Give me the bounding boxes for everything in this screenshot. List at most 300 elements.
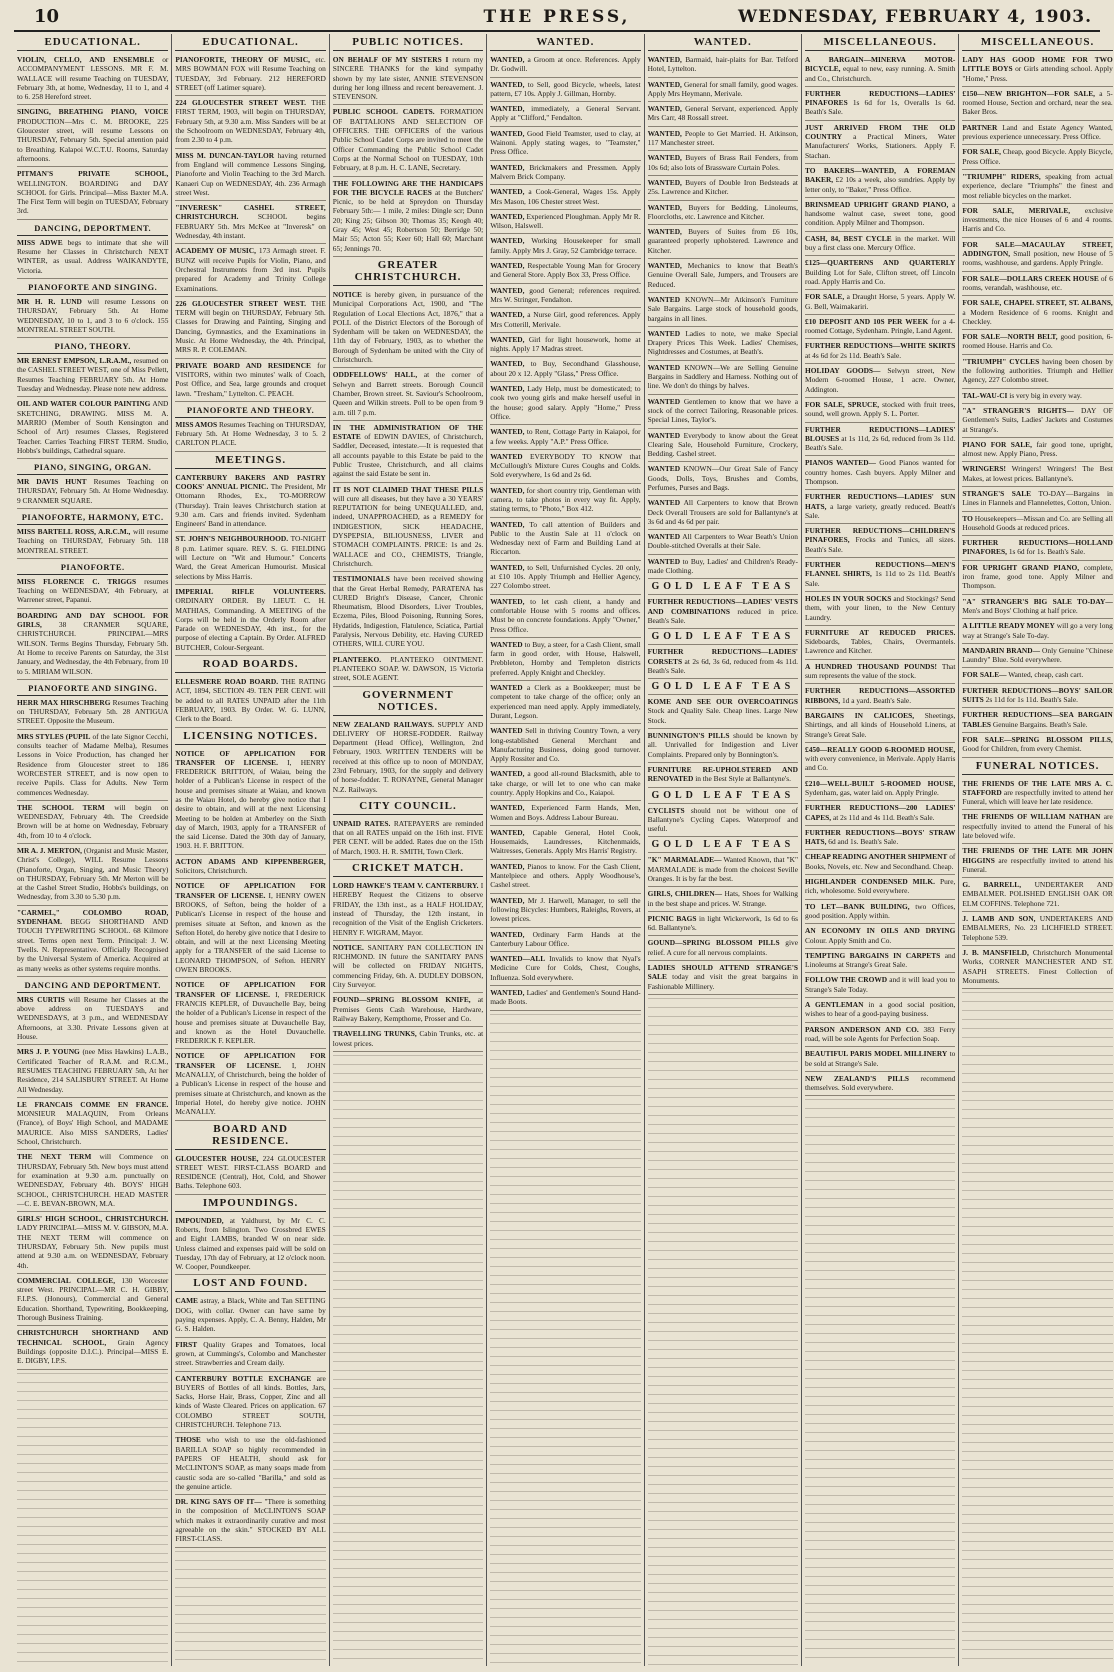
advert-body: or ACCOMPANYMENT LESSONS. MR F. M. WALLACE will resume Teaching on TUESDAY, February 3th, at home, Wednesday, 11 to 1, and 4 to 6. 258 Hereford street.	[17, 55, 169, 102]
advert-lead: FOR SALE, MERIVALE,	[962, 205, 1071, 215]
classified-advert	[175, 418, 325, 452]
advert-lead: THE FOLLOWING ARE THE HANDICAPS FOR THE BICYCLE RACES	[332, 178, 484, 197]
advert-lead: WANTED,	[490, 519, 525, 529]
classified-advert	[175, 297, 325, 359]
advert-body: Lady Help, must be domesticated; to cook two young girls and make herself useful in the house; good salary. Apply "Home," Press Office.	[490, 384, 641, 421]
advert-lead: WANTED,	[490, 334, 525, 344]
classified-advert	[333, 288, 483, 368]
classified-advert	[175, 149, 325, 201]
classified-advert	[333, 879, 483, 941]
advert-body: £2 10s a week, also sundries. Apply by letter only, to "Baker," Press Office.	[805, 175, 956, 194]
advert-body: Good Field Teamster, used to clay, at Wainoni. Apply stating wages, to "Teamster," Press Office.	[490, 128, 641, 157]
advert-body: All Carpenters to Wear Beath's Union Double-stitched Overalls at their Sale.	[647, 532, 798, 551]
classified-advert	[805, 558, 955, 592]
advert-lead: FOR SALE—NORTH BELT,	[962, 332, 1058, 342]
classified-advert	[962, 87, 1112, 121]
advert-body: give relief. A cure for all nervous complaints.	[647, 938, 798, 957]
advert-body: for short country trip, Gentleman with camera, to take photos in every way fit. Apply, stating terms, to "Photo," Box 412.	[490, 485, 641, 514]
advert-body: is hereby given, in pursuance of the Municipal Corporations Act, 1900, and "The Regulation of Local Elections Act, 1876," that a POLL of the District Electors of the Borough of Sydenham will be taken on WEDNESDAY, the 11th day of February, 1903, as to whether the Borough of Sydenham be united with the City of Christchurch.	[332, 289, 484, 365]
classified-advert	[333, 817, 483, 860]
advert-lead: FURNITURE AT REDUCED PRICES.	[805, 627, 956, 637]
advert-body: a large variety, greatly reduced. Beath's Sale.	[805, 501, 956, 520]
classified-advert	[175, 747, 325, 855]
advert-body: today and visit the great bargains in Fashionable Millinery.	[647, 972, 798, 991]
advert-body: Selwyn street, New Modern 6-roomed House, 1 acre. Owner, Addington.	[805, 366, 956, 394]
advert-lead: WANTED,	[490, 562, 525, 572]
advert-lead: TRAVELLING TRUNKS,	[332, 1029, 417, 1039]
advert-body: 38 CRANMER SQUARE, CHRISTCHURCH. PRINCIPAL—MRS WILSON. Terms Begins Thursday, February 5th. At Home to receive Parents on Saturday, the 31st January, and Wednesday, the 4th February, from 10 to 5. MIRIAM WILSON.	[17, 620, 169, 676]
advert-body: Working Housekeeper for small family. Apply Mrs J. Gray, 52 Cambridge terrace.	[490, 236, 641, 255]
classified-advert	[805, 801, 955, 826]
classified-advert	[17, 801, 168, 844]
classified-advert	[805, 53, 955, 87]
classified-advert	[490, 767, 640, 801]
advert-lead: FURTHER REDUCTIONS—BOYS' SAILOR SUITS	[962, 685, 1113, 705]
section-heading: IMPOUNDINGS.	[175, 1195, 325, 1212]
advert-body: UNDERTAKER AND EMBALMER. POLISHED ENGLISH OAK OR ELM COFFINS. Telephone 721.	[962, 880, 1113, 908]
advert-body: EVERYBODY TO KNOW that McCullough's Mixture Cures Coughs and Colds. Sold everywhere, 1s 6d and 2s 6d.	[490, 451, 641, 480]
advert-lead: THE FRIENDS OF THE LATE MRS A. C. STAFFORD	[962, 778, 1113, 797]
advert-body: Men's and Boys' Clothing at half price.	[962, 605, 1078, 615]
advert-lead: FURTHER REDUCTIONS—SEA BARGAIN TABLES	[962, 710, 1113, 729]
advert-lead: WANTED,	[490, 236, 525, 246]
advert-body: AND SKETCHING, DRAWING. MISS M. A. MARRIO (Member of South Kensington and School of Art) resumes Classes, Registered Teacher. Carries Teaching FIRST TERM. Studio, Hobbs's buildings, Cathedral square.	[17, 399, 169, 455]
advert-lead: FOR SALE—DOLLARS CREEK HOUSE	[962, 273, 1099, 283]
classified-advert	[490, 894, 640, 928]
classified-advert	[805, 1047, 955, 1072]
advert-body: in light Wickerwork, 1s 6d to 6s 6d. Ballantyne's.	[647, 913, 798, 933]
classified-advert	[648, 78, 798, 103]
classified-advert	[648, 395, 798, 429]
section-subheading: DANCING AND DEPORTMENT.	[17, 977, 168, 993]
classified-advert	[648, 729, 798, 763]
advert-body: to Sell, Unfurnished Cycles. 20 only, at £10 10s. Apply Triumph and Hellier Agency, 227 Colombo street.	[490, 562, 641, 591]
classified-advert	[333, 993, 483, 1027]
classified-advert	[962, 121, 1112, 146]
advert-body: Capable General, Hotel Cook, Housemaids, Laundresses, Kitchenmaids, Waitresses, Generals. Apply Mrs Harris' Registry.	[490, 827, 641, 856]
column-4	[486, 34, 643, 1666]
advert-body: two Offices, good position. Apply within.	[805, 901, 956, 920]
advert-body: SCHOOL begins FEBRUARY 5th. Mrs McKee at "Inveresk" on Wednesday, 4th instant.	[175, 212, 326, 241]
classified-advert	[962, 708, 1112, 733]
advert-lead: PICNIC BAGS	[647, 913, 697, 923]
column-continuation-text	[17, 1370, 168, 1666]
advert-lead: PARSON ANDERSON AND CO.	[805, 1024, 919, 1034]
classified-advert	[490, 928, 640, 953]
advert-body: resumed on the CASHEL STREET WEST, one of Miss Pellett, Resumes Teaching FEBRUARY 5th. At Home Tuesday and Wednesday. Please note new address.	[17, 356, 169, 394]
dateline: WEDNESDAY, FEBRUARY 4, 1903.	[737, 7, 1092, 27]
advert-lead: GLOUCESTER HOUSE,	[175, 1153, 259, 1163]
section-heading: CITY COUNCIL.	[333, 798, 483, 815]
classified-advert	[333, 53, 483, 105]
classified-advert	[17, 525, 168, 559]
advert-body: THE RATING ACT, 1894, SECTION 49. TEN PER CENT. will be added to all RATES UNPAID after the 11th FEBRUARY, 1903. By Order. W. G. LUNN, Clerk to the Board.	[175, 677, 326, 724]
advert-lead: TO LET—BANK BUILDING,	[805, 901, 910, 911]
classified-advert	[175, 244, 325, 296]
advert-body: a Draught Horse, 5 years. Apply W. G. Bell, Waimakariri.	[805, 292, 956, 311]
advert-lead: WANTED,	[647, 202, 682, 212]
classified-advert	[805, 924, 955, 949]
advert-lead: ACTON ADAMS AND KIPPENBERGER,	[175, 856, 326, 866]
advert-lead: WANTED—ALL	[490, 954, 546, 964]
advert-body: "There is something in the composition of McCLINTON'S SOAP which makes it extraordinarily curative and most agreeable on the skin." STOCKED BY ALL FIRST-CLASS.	[175, 1497, 326, 1544]
advert-body: I, FREDERICK FRANCIS KEPLER, of Duvauchelle Bay, being the holder of a Publican's License in respect of the house and premises situate at Duvauchelle Bay, and known as the Hotel Duvauchelle. FREDERICK F. KEPLER.	[175, 989, 326, 1046]
classified-advert	[962, 777, 1112, 811]
section-subheading: DANCING, DEPORTMENT.	[17, 220, 168, 236]
classified-advert	[805, 1072, 955, 1097]
advert-lead: WANTED,	[490, 162, 525, 172]
advert-lead: NOTICE OF APPLICATION FOR TRANSFER OF LICENSE.	[175, 980, 326, 999]
advert-body: Christchurch Monumental Works, CORNER MANCHESTER AND ST. ASAPH STREETS. Finest Collection of Monuments.	[962, 947, 1113, 985]
advert-lead: FOUND—SPRING BLOSSOM KNIFE,	[332, 995, 471, 1005]
advert-body: good General; references required. Mrs W. Stringer, Fendalton.	[490, 285, 641, 304]
advert-body: of the late Signor Cecchi, consults teacher of Madame Melba), Resumes Lessons in Voice Production, has changed her Residence from Gloucester street to 186 WORCESTER STREET, and is now open to receive Pupils. Class for Adults. New Term commences Wednesday.	[17, 731, 169, 797]
advert-lead: "INVERESK" CASHEL STREET, CHRISTCHURCH.	[175, 203, 326, 222]
advert-body: are respectfully invited to attend his Funeral.	[962, 855, 1113, 874]
advert-body: Buyers of Suites from £6 10s, guaranteed properly upholstered. Lawrence and Kitcher.	[647, 227, 798, 255]
advert-body: WELLINGTON. BOARDING and DAY SCHOOL for Girls. Principal—Miss Baxter M.A. The First Term will begin on TUESDAY, February 3rd.	[17, 178, 169, 216]
advert-lead: TO	[962, 513, 973, 523]
advert-body: THE TERM will begin on THURSDAY, February 5th. Classes for Drawing and Painting, Singing and Dancing, Gymnastics, and the Examinations in Music. At Home Wednesday, the 4th. Principal, MRS R. P. COLEMAN.	[175, 298, 326, 355]
advert-lead: THE FRIENDS OF WILLIAM NATHAN	[962, 812, 1101, 822]
classified-advert	[333, 1027, 483, 1052]
advert-lead: FOR SALE, SPRUCE,	[805, 399, 880, 409]
advert-body: begs to intimate that she will Resume her Classes in Christchurch NEXT WINTER, as usual. Address WAIKANDYTE, Victoria.	[17, 237, 169, 275]
advert-body: BEGG SHORTHAND AND TOUCH TYPEWRITING SCHOOL. 68 Kilmore street. Terms open next Term. Principal: J. W. Twells. N. Representative. Officially Recognised by the Universal System of America. Acquired at as many weeks as other systems require months.	[17, 917, 169, 973]
advert-body: or Girls attending school. Apply "Home," Press.	[962, 64, 1113, 83]
advert-body: Barmaid, hair-plaits for Bar. Telford Hotel, Lyttelton.	[647, 55, 798, 74]
classified-advert	[490, 801, 640, 826]
advert-lead: FURTHER REDUCTIONS—MEN'S FLANNEL SHIRTS,	[805, 560, 956, 579]
section-heading: ROAD BOARDS.	[175, 656, 325, 673]
advert-lead: THOSE	[175, 1435, 201, 1445]
classified-advert	[962, 53, 1112, 87]
advert-body: (nee Miss Hawkins) L.A.B., Certificated Teacher of R.A.M. and R.C.M., RESUMES TEACHING FEBRUARY 5th, At her Residence, 214 SALISBURY STREET. At Home All Wednesday.	[17, 1047, 169, 1094]
advert-lead: MISS FLORENCE C. TRIGGS	[17, 576, 137, 586]
classified-advert	[648, 763, 798, 788]
advert-body: at Premises Gents Cash Warehouse, Hardware, Railway Bakery, Kempthorne, Prosser and Co.	[332, 995, 484, 1023]
advert-body: 130 Worcester street West. PRINCIPAL—MR C. H. GIBBY, F.I.P.S. (Honours), Commercial and General Education. Shorthand, Typewriting, Bookkeeping, Thorough Business Training.	[17, 1275, 169, 1323]
advert-body: Colour. Apply Smith and Co.	[805, 935, 892, 945]
advert-body: a 5-roomed House, Section and orchard, near the sea. Baker Bros.	[962, 88, 1113, 117]
advert-lead: IMPERIAL RIFLE VOLUNTEERS.	[175, 586, 326, 596]
advert-body: to Sell, good Bicycle, wheels, latest pattern, £7 10s. Apply J. Gillman, Hornby.	[490, 79, 641, 98]
advert-lead: CASH, 84, BEST CYCLE	[805, 233, 892, 243]
classified-advert	[962, 438, 1112, 463]
advert-lead: THE SCHOOL TERM	[17, 802, 105, 812]
classified-advert	[805, 709, 955, 743]
advert-lead: PLANTEEKO.	[332, 654, 382, 664]
classified-advert	[805, 592, 955, 626]
section-heading: LOST AND FOUND.	[175, 1275, 325, 1292]
advert-lead: FOR UPRIGHT GRAND PIANO,	[962, 562, 1080, 572]
classified-advert	[17, 105, 168, 167]
classified-advert	[333, 421, 483, 483]
classified-advert	[648, 259, 798, 293]
advert-body: 1s 11d to 2s 11d. Beath's Sale.	[805, 569, 956, 588]
classified-advert	[805, 743, 955, 777]
advert-body: Wanted Known, that "K" MARMALADE is made from the choicest Seville Oranges. It is by far the best.	[647, 855, 798, 883]
advert-lead: WANTED	[647, 328, 681, 338]
classified-advert	[175, 1152, 325, 1195]
advert-body: a Modern Residence of 6 rooms. Knight and Checkley.	[962, 307, 1113, 326]
advert-lead: WANTED,	[647, 177, 682, 187]
advert-lead: HOLES IN YOUR SOCKS	[805, 593, 892, 603]
section-subheading: PIANOFORTE, HARMONY, ETC.	[17, 509, 168, 525]
classified-advert	[175, 1294, 325, 1337]
advert-lead: £10 DEPOSIT AND 10S PER WEEK	[805, 316, 929, 326]
classified-advert	[490, 638, 640, 681]
advert-lead: CANTERBURY BOTTLE EXCHANGE	[175, 1373, 312, 1383]
advert-body: a Nurse Girl, good references. Apply Mrs Cotterill, Merivale.	[490, 310, 641, 329]
advert-lead: WANTED,	[490, 596, 525, 606]
classified-advert	[805, 660, 955, 685]
advert-body: Ladies to note, we make Special Drapery Prices This Week. Ladies' Chemises, Nightdresses and Costumes, at Beath's.	[647, 328, 798, 357]
advert-lead: DR. KING SAYS OF IT—	[175, 1497, 262, 1507]
advert-body: astray, a Black, White and Tan SETTING DOG, with collar. Owner can have same by paying expenses. Apply, C. A. Benny, Halden, Mr G. S. Halden.	[175, 1296, 326, 1334]
classified-advert	[490, 127, 640, 161]
classified-advert	[648, 462, 798, 496]
classified-advert	[805, 398, 955, 423]
advert-body: reduced in price. Beath's Sale.	[647, 606, 798, 625]
advert-body: Resumes Teaching on THURSDAY, February 5th. 28 ANTIGUA STREET. Opposite the Museum.	[17, 697, 169, 726]
advert-lead: PITMAN'S PRIVATE SCHOOL,	[17, 169, 169, 179]
advert-body: All Carpenters to know that Brown Deck Overall Trousers are sold for Ballantyne's at 3s 6d and 4s 6d per pair.	[647, 498, 798, 526]
advert-lead: MISS AMOS	[175, 419, 218, 429]
advert-lead: HIGHLANDER CONDENSED MILK.	[805, 877, 936, 887]
advert-lead: TESTIMONIALS	[332, 574, 390, 584]
advert-lead: A BARGAIN—MINERVA MOTOR-BICYCLE,	[805, 55, 956, 74]
classified-advert	[490, 826, 640, 860]
classified-advert	[17, 1150, 168, 1212]
classified-advert	[17, 167, 168, 219]
classified-advert	[490, 561, 640, 595]
classified-advert	[805, 121, 955, 164]
advert-lead: BRINSMEAD UPRIGHT GRAND PIANO,	[805, 199, 949, 209]
advert-lead: G. BARRELL,	[962, 880, 1022, 890]
advert-lead: FURTHER REDUCTIONS—ASSORTED RIBBONS,	[805, 686, 956, 705]
advert-lead: WANTED,	[490, 261, 525, 271]
advert-body: ORDINARY ORDER. By LIEUT. C. H. MATHIAS, Commanding. A MEETING of the Corps will be held in the Orderly Room after Parade on WEDNESDAY, 4th inst., for the purpose of electing a Captain. By Order. ALFRED BUTCHER, Colour-Sergeant.	[175, 596, 326, 652]
advert-lead: WANTED	[490, 639, 523, 649]
advert-body: having been chosen by the following authorities. Triumph and Hellier Agency, 227 Colombo street.	[962, 356, 1113, 385]
column-heading: EDUCATIONAL.	[175, 34, 325, 51]
classified-advert	[17, 1098, 168, 1150]
advert-body: Buyers of Double Iron Bedsteads at 25s. Lawrence and Kitcher.	[647, 177, 798, 197]
section-heading: BOARD AND RESIDENCE.	[175, 1121, 325, 1150]
advert-body: equal to new, easy running. A. Smith and Co., Christchurch.	[805, 64, 956, 83]
advert-lead: "TRIUMPH" RIDERS,	[962, 171, 1041, 181]
advert-body: recommend themselves. Sold everywhere.	[805, 1073, 956, 1093]
classified-advert	[962, 389, 1112, 404]
advert-body: Mechanics to know that Beath's Genuine Overall Sale, Jumpers, and Trousers are Reduced.	[647, 261, 798, 289]
advert-lead: FURTHER REDUCTIONS—HOLLAND PINAFORES,	[962, 538, 1113, 557]
advert-lead: FIRST	[175, 1339, 198, 1349]
advert-lead: FOR SALE—MACAULAY STREET, ADDINGTON,	[962, 239, 1113, 259]
advert-body: for VISITORS, within two minutes' walk of Coach, Post Office, and Sea, large grounds and croquet lawn. "Tresham," Lyttelton. C. PEACH.	[175, 360, 326, 398]
advert-lead: WANTED,	[490, 427, 525, 437]
advert-lead: WANTED,	[647, 153, 682, 163]
classified-advert	[805, 256, 955, 290]
advert-lead: ODDFELLOWS' HALL,	[332, 370, 418, 380]
column-5	[644, 34, 801, 1666]
classified-advert	[805, 524, 955, 558]
advert-body: a Groom at once. References. Apply Dr. Godwill.	[490, 55, 641, 74]
advert-body: who wish to use the old-fashioned BARILLA SOAP so highly recommended in PAPERS OF HEALTH, should ask for McCLINTON'S SOAP, as many soaps made from caustic soda are so-called "Barilla," and sold as the genuine article.	[175, 1435, 326, 1491]
advert-body: should be known by all. Unrivalled for Indigestion and Liver Complaints. Prepared only by Bonnington's.	[647, 731, 798, 759]
classified-advert	[490, 986, 640, 1011]
advert-lead: WANTED	[490, 726, 523, 736]
advert-body: a handsome walnut case, sweet tone, good condition. Apply Milner and Thompson.	[805, 199, 956, 228]
advert-lead: WANTED,	[490, 988, 525, 998]
column-7	[958, 34, 1114, 1666]
advert-lead: 226 GLOUCESTER STREET WEST.	[175, 298, 306, 308]
classified-advert	[805, 364, 955, 398]
advert-body: stocked with fruit trees, sound, well grown. Apply S. L. Porter.	[805, 399, 956, 419]
classified-advert	[648, 645, 798, 679]
classified-advert	[962, 355, 1112, 389]
advert-lead: "A" STRANGER'S BIG SALE TO-DAY—	[962, 596, 1113, 606]
section-heading: LICENSING NOTICES.	[175, 728, 325, 745]
advert-body: 1d a yard. Beath's Sale.	[841, 695, 912, 705]
advert-lead: FURTHER REDUCTIONS—WHITE SKIRTS	[805, 341, 956, 351]
advert-body: a Clerk as a Bookkeeper; must be competent to take charge of the office; only an experienced man need apply. Apply immediately, Durant, Legson.	[490, 683, 641, 720]
advert-lead: NOTICE	[332, 289, 362, 299]
advert-lead: A HUNDRED THOUSAND POUNDS!	[805, 661, 937, 671]
advert-body: Invalids to know that Nyal's Medicine Cure for Colds, Chest, Coughs, Influenza. Sold everywhere.	[490, 954, 641, 982]
classified-advert	[805, 949, 955, 974]
advert-lead: WANTED,	[490, 285, 525, 295]
classified-advert	[962, 536, 1112, 561]
classified-advert	[805, 290, 955, 315]
classified-advert	[648, 327, 798, 361]
advert-body: Wringers! Wringers! The Best Makes, at lowest prices. Ballantyne's.	[962, 464, 1113, 483]
advert-lead: LE FRANCAIS COMME EN FRANCE.	[17, 1099, 169, 1109]
classified-advert	[648, 804, 798, 838]
classified-advert	[490, 185, 640, 210]
advert-lead: 224 GLOUCESTER STREET WEST.	[175, 98, 306, 108]
advert-lead: "K" MARMALADE—	[647, 855, 722, 865]
advert-body: Everybody to know about the Great Clearing Sale, Household Furniture, Crockery, Bedding. Cashel street.	[647, 430, 798, 459]
classified-advert	[805, 339, 955, 364]
advert-body: Solicitors, Christchurch.	[175, 866, 248, 876]
advert-lead: SINGING, BREATHING PIANO, VOICE	[17, 107, 169, 117]
classified-advert	[962, 644, 1112, 669]
classified-advert	[17, 295, 168, 338]
advert-lead: WANTED,	[490, 861, 525, 871]
classified-advert	[17, 236, 168, 279]
advert-body: Land and Estate Agency Wanted, previous experience unnecessary. Press Office.	[962, 122, 1113, 142]
advert-lead: PIANO FOR SALE,	[962, 439, 1032, 449]
advert-lead: FURNITURE RE-UPHOLSTERED AND RENOVATED	[647, 764, 798, 784]
classified-advert	[17, 1045, 168, 1097]
advert-body: to Rent, Cottage Party in Kaiapoi, for a few weeks. Apply "A.P." Press Office.	[490, 427, 641, 446]
advert-lead: WANTED	[490, 683, 523, 693]
advert-lead: TO BAKERS—WANTED, A FOREMAN BAKER,	[805, 165, 956, 185]
classified-advert	[490, 259, 640, 284]
classified-advert	[805, 973, 955, 998]
advert-body: (Organist and Music Master, Christ's College), WILL Resume Lessons (Pianoforte, Organ, Singing, and Music Theory) on THURSDAY, February 5th. Mr Merton will be at the Cashel Street Studio, Hobbs's buildings, on Wednesday, from 3.30 to 5.30 p.m.	[17, 846, 169, 902]
advert-body: PLANTEEKO OINTMENT. PLANTEEKO SOAP. W. DAWSON, 15 Victoria street, SOLE AGENT.	[332, 654, 484, 683]
classified-advert	[175, 1049, 325, 1120]
classified-advert	[648, 127, 798, 152]
classified-advert	[805, 87, 955, 121]
classified-advert	[17, 1326, 168, 1369]
section-subheading: PIANOFORTE AND SINGING.	[17, 279, 168, 295]
advert-body: KNOWN—Our Great Sale of Fancy Goods, Dolls, Toys, Brushes and Combs, Perfumes, Purses and Bags.	[647, 464, 798, 492]
advert-lead: CANTERBURY BAKERS AND PASTRY COOKS' ANNUAL PICNIC.	[175, 472, 326, 491]
classified-advert	[648, 151, 798, 176]
classified-advert	[333, 653, 483, 687]
section-heading: GOVERNMENT NOTICES.	[333, 687, 483, 716]
advert-lead: £210—WELL-BUILT 5-ROOMED HOUSE,	[805, 778, 956, 788]
advert-lead: WANTED	[647, 396, 681, 406]
classified-advert	[805, 423, 955, 457]
advert-lead: BARGAINS IN CALICOES,	[805, 710, 915, 720]
advert-lead: FOR SALE,	[805, 292, 845, 302]
classified-advert	[648, 695, 798, 729]
advert-lead: CHRISTCHURCH SHORTHAND AND TECHNICAL SCHOOL,	[17, 1328, 169, 1347]
classified-advert	[333, 483, 483, 573]
classified-advert	[962, 145, 1112, 170]
advert-lead: BEAUTIFUL PARIS MODEL MILLINERY	[805, 1049, 948, 1059]
advert-lead: FOR SALE, CHAPEL STREET, ST. ALBANS,	[962, 298, 1113, 308]
advert-lead: MR H. R. LUND	[17, 296, 82, 306]
display-advert: GOLD LEAF TEAS	[648, 788, 798, 804]
classified-advert	[805, 315, 955, 340]
advert-body: to Buy, a steer, for a Cash Client, small farm in good order, with House, Halswell, Prebbleton, Hornby and Templeton districts preferred. Apply Knight and Checkley.	[490, 639, 641, 677]
advert-lead: TEMPTING BARGAINS IN CARPETS	[805, 950, 941, 960]
advert-body: Hats, Shoes for Walking in the best shape and prices. W. Strange.	[647, 889, 798, 908]
advert-body: at the corner of Selwyn and Barrett streets. Borough Council Chamber, Brown street. St. Saviour's Schoolroom, Queen and Wilkin streets. Poll to be open from 9 a.m. till 7 p.m.	[332, 370, 484, 417]
section-heading: FUNERAL NOTICES.	[962, 758, 1112, 775]
advert-body: Cheap, good Bicycle. Apply Bicycle, Press Office.	[962, 147, 1113, 166]
advert-lead: NOTICE.	[332, 942, 364, 952]
advert-body: will cure all diseases, but they have a 30 YEARS' REPUTATION for being UNEQUALLED, and, indeed, UNAPPROACHED, as a REMEDY for INDIGESTION, SICK HEADACHE, DYSPEPSIA, BILIOUSNESS, LIVER and STOMACH COMPLAINTS. PRICE: 1s and 2s. WALLACE and CO., CHEMISTS, Triangle, Christchurch.	[332, 493, 484, 568]
classified-advert	[490, 425, 640, 450]
classified-advert	[962, 404, 1112, 438]
advert-body: Pure, rich, wholesome. Sold everywhere.	[805, 877, 956, 896]
advert-lead: WANTED,	[490, 310, 525, 320]
advert-body: will begin on WEDNESDAY, February 4th. The Creedside Brown will be at home on Wednesday, February 4th, from 10 to 4 o'clock.	[17, 802, 169, 840]
advert-lead: J. B. MANSFIELD,	[962, 947, 1029, 957]
advert-lead: ELLESMERE ROAD BOARD.	[175, 677, 279, 687]
classified-advert	[648, 555, 798, 580]
advert-body: in the market. Will buy a first class one. Mercury Office.	[805, 233, 956, 253]
advert-body: Buyers for Bedding, Linoleums, Floorcloths, etc. Lawrence and Kitcher.	[647, 202, 798, 221]
advert-body: should not be without one of Ballantyne's Cycling Capes. Waterproof and useful.	[647, 805, 798, 834]
advert-lead: HOLIDAY GOODS—	[805, 366, 881, 376]
advert-body: I, HENRY OWEN BROOKS, of Sefton, being the holder of a Publican's License in respect of the house and premises situate at Sefton, and known as the Sefton Hotel, do hereby give notice that I desire to obtain, and will at the next Licensing Meeting apply for a TRANSFER of the said License to LEONARD THOMPSON, of Sefton. HENRY OWEN BROOKS.	[175, 890, 326, 975]
advert-lead: WANTED,	[647, 261, 682, 271]
advert-lead: WANTED,	[490, 485, 525, 495]
advert-body: Stock and Quality Sale. Cheap lines. Large New Stock.	[647, 706, 798, 725]
advert-lead: FOR SALE,	[962, 147, 1002, 157]
column-heading: EDUCATIONAL.	[17, 34, 168, 51]
section-subheading: PIANOFORTE AND SINGING.	[17, 680, 168, 696]
advert-lead: NOTICE OF APPLICATION FOR TRANSFER OF LICENSE.	[175, 748, 326, 767]
advert-lead: MR A. J. MERTON,	[17, 846, 82, 855]
advert-lead: "TRIUMPH" CYCLES	[962, 356, 1040, 366]
advert-lead: MR ERNEST EMPSON, L.R.A.M.,	[17, 356, 132, 366]
advert-lead: LADY HAS GOOD HOME FOR TWO LITTLE BOYS	[962, 55, 1113, 74]
advert-body: Wanted, cheap, cash cart.	[1008, 670, 1084, 680]
advert-lead: MRS CURTIS	[17, 994, 65, 1004]
advert-body: 6d and 1s. Beath's Sale.	[828, 837, 899, 847]
advert-lead: FURTHER REDUCTIONS—LADIES' VESTS AND COMBINATIONS	[647, 597, 798, 616]
column-heading: MISCELLANEOUS.	[962, 34, 1112, 51]
advert-lead: NEW ZEALAND RAILWAYS.	[332, 719, 434, 729]
